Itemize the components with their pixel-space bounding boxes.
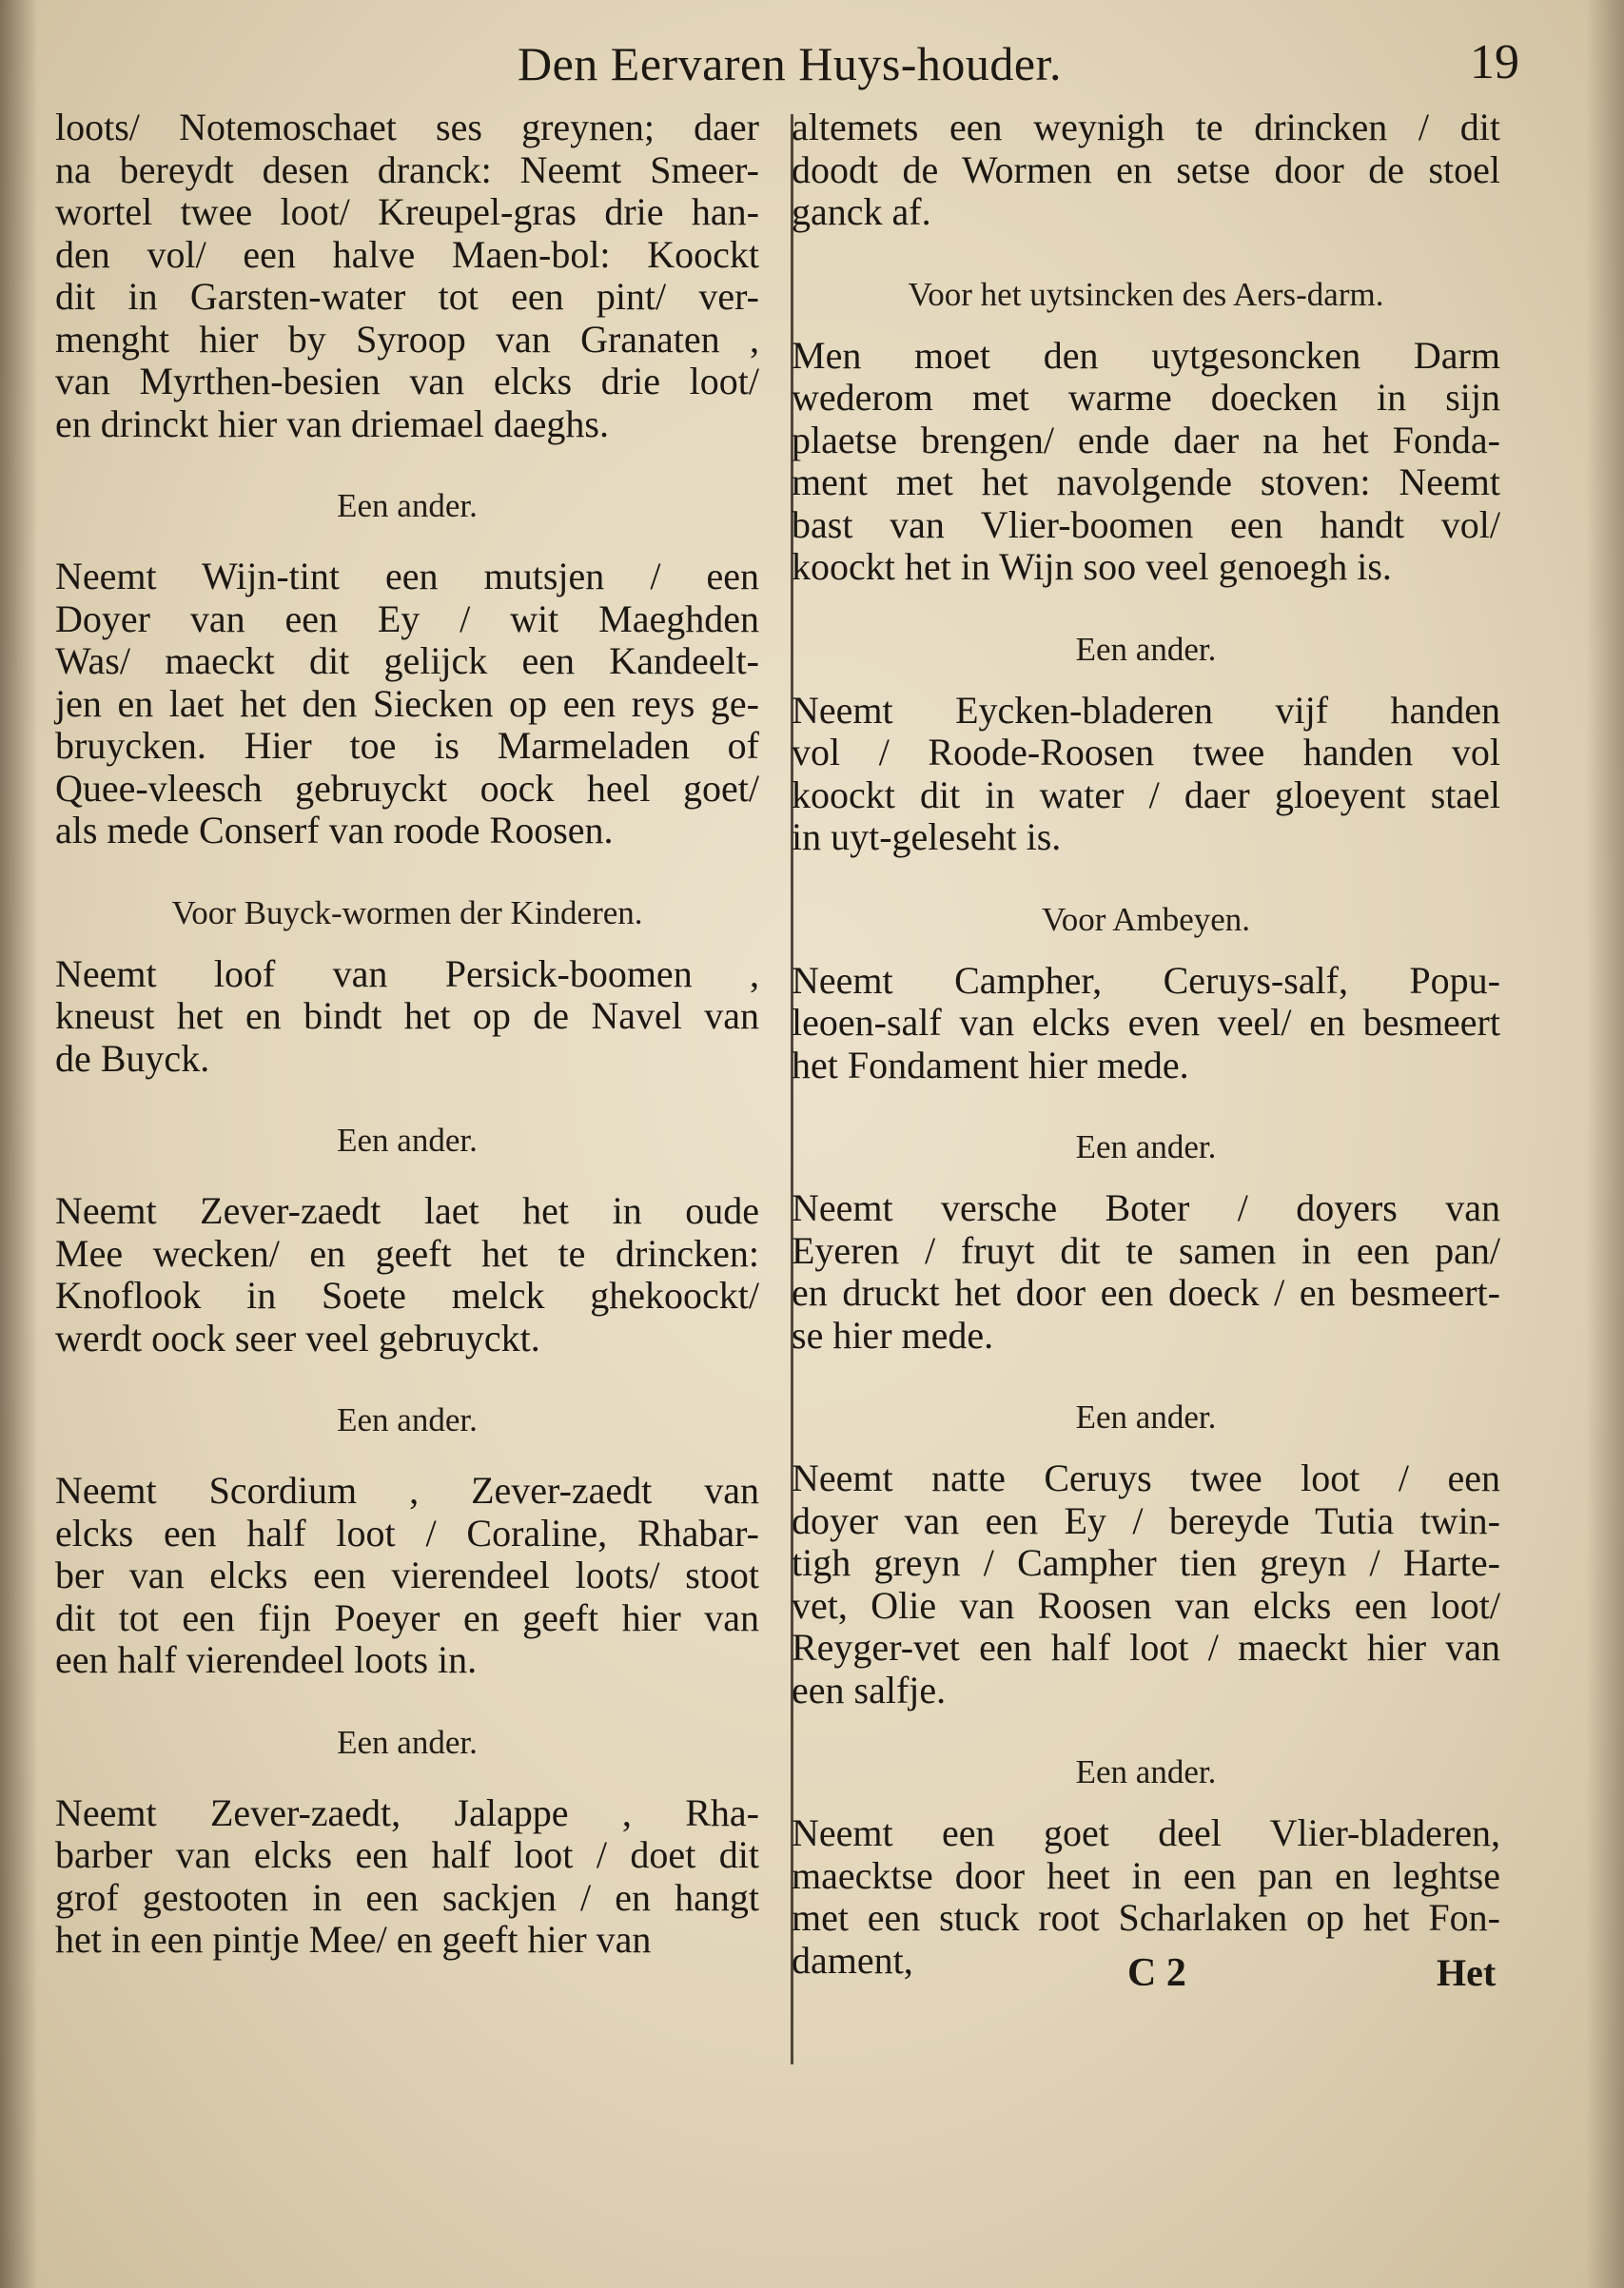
text-line: het in een pintje Mee/ en geeft hier van bbox=[55, 1918, 652, 1961]
signature-mark: C 2 bbox=[1127, 1951, 1186, 1995]
block-gap bbox=[792, 859, 1500, 899]
block-gap bbox=[792, 941, 1500, 960]
block-gap bbox=[55, 1359, 759, 1399]
text-line: Reyger-vet een half loot / maeckt hier van bbox=[792, 1626, 1500, 1669]
section-heading: Een ander. bbox=[1075, 1398, 1217, 1436]
block-gap bbox=[792, 1086, 1500, 1126]
block-gap bbox=[55, 1162, 759, 1190]
block-gap bbox=[792, 671, 1500, 690]
text-line: met een stuck root Scharlaken op het Fon- bbox=[792, 1896, 1500, 1939]
text-line: dit in Garsten-water tot een pint/ ver- bbox=[55, 275, 759, 318]
catchword: Het bbox=[1437, 1951, 1497, 1994]
section-heading: Een ander. bbox=[1075, 1753, 1217, 1790]
paragraph bbox=[55, 1190, 759, 1359]
block-gap bbox=[55, 1682, 759, 1722]
paragraph bbox=[792, 1457, 1500, 1711]
text-line: als mede Conserf van roode Roosen. bbox=[55, 809, 614, 851]
text-line: Neemt natte Ceruys twee loot / een bbox=[792, 1457, 1500, 1499]
block-gap bbox=[792, 589, 1500, 629]
text-line: Neemt loof van Persick-boomen , bbox=[55, 951, 759, 995]
text-line: Neemt Campher, Ceruys-salf, Popu- bbox=[792, 958, 1500, 1002]
block-gap bbox=[792, 1793, 1500, 1812]
text-line: Neemt Eycken-bladeren vijf handen bbox=[792, 688, 1500, 732]
text-line: Neemt versche Boter / doyers van bbox=[792, 1186, 1500, 1229]
text-line: tigh greyn / Campher tien greyn / Harte- bbox=[792, 1541, 1500, 1584]
text-line: Knoflook in Soete melck ghekoockt/ bbox=[55, 1274, 759, 1317]
text-line: Neemt Zever-zaedt, Jalappe , Rha- bbox=[55, 1790, 759, 1834]
paragraph bbox=[55, 1470, 759, 1682]
text-line: grof gestooten in een sackjen / en hangt bbox=[55, 1875, 759, 1919]
paragraph bbox=[55, 556, 759, 852]
text-line: een half vierendeel loots in. bbox=[55, 1638, 478, 1681]
text-line: Quee-vleesch gebruyckt oock heel goet/ bbox=[55, 766, 759, 810]
block-gap bbox=[792, 1711, 1500, 1751]
text-line: wederom met warme doecken in sijn bbox=[792, 376, 1500, 419]
right-column bbox=[792, 107, 1500, 1982]
text-line: het Fondament hier mede. bbox=[792, 1043, 1189, 1086]
text-line: Neemt Zever-zaedt laet het in oude bbox=[55, 1189, 759, 1232]
section-heading: Een ander. bbox=[1075, 630, 1217, 668]
text-line: een salfje. bbox=[792, 1668, 947, 1711]
page-number: 19 bbox=[1470, 35, 1519, 89]
text-line: doyer van een Ey / bereyde Tutia twin- bbox=[792, 1498, 1500, 1542]
left-column bbox=[55, 107, 759, 1962]
text-line: elcks een half loot / Coraline, Rhabar- bbox=[55, 1511, 759, 1555]
text-line: Neemt een goet deel Vlier-bladeren, bbox=[792, 1811, 1500, 1854]
paragraph bbox=[792, 107, 1500, 234]
section-heading: Voor Buyck-wormen der Kinderen. bbox=[171, 893, 643, 931]
block-gap bbox=[55, 852, 759, 892]
section-heading: Een ander. bbox=[337, 1122, 478, 1159]
text-line: den vol/ een halve Maen-bol: Koockt bbox=[55, 232, 759, 276]
paragraph bbox=[55, 953, 759, 1081]
text-line: bast van Vlier-boomen een handt vol/ bbox=[792, 502, 1500, 546]
paragraph bbox=[792, 1187, 1500, 1357]
paragraph bbox=[55, 1792, 759, 1962]
text-line: loots/ Notemoschaet ses greynen; daer bbox=[55, 106, 759, 148]
text-line: ment met het navolgende stoven: Neemt bbox=[792, 460, 1500, 503]
block-gap bbox=[55, 1441, 759, 1470]
running-head: Den Eervaren Huys-houder. bbox=[517, 37, 1063, 90]
section-heading: Een ander. bbox=[337, 1723, 478, 1761]
text-line: leoen-salf van elcks even veel/ en besmeert bbox=[792, 1001, 1500, 1044]
section-heading: Een ander. bbox=[337, 1401, 478, 1438]
text-line: vet, Olie van Roosen van elcks een loot/ bbox=[792, 1583, 1500, 1627]
text-line: dament, bbox=[792, 1938, 913, 1982]
text-line: Was/ maeckt dit gelijck een Kandeelt- bbox=[55, 639, 759, 682]
text-line: de Buyck. bbox=[55, 1036, 210, 1080]
block-gap bbox=[55, 1764, 759, 1792]
text-line: van Myrthen-besien van elcks drie loot/ bbox=[55, 360, 759, 402]
section-heading: Een ander. bbox=[337, 487, 478, 524]
text-line: doodt de Wormen en setse door de stoel bbox=[792, 147, 1500, 191]
block-gap bbox=[792, 1357, 1500, 1397]
text-line: Mee wecken/ en geeft het te drincken: bbox=[55, 1231, 759, 1275]
text-line: se hier mede. bbox=[792, 1313, 994, 1357]
edge-shadow bbox=[1586, 0, 1624, 2288]
block-gap bbox=[792, 1438, 1500, 1457]
block-gap bbox=[792, 316, 1500, 335]
paragraph bbox=[792, 335, 1500, 589]
text-line: ganck af. bbox=[792, 190, 931, 233]
section-heading: Voor het uytsincken des Aers-darm. bbox=[908, 275, 1384, 313]
block-gap bbox=[55, 445, 759, 485]
text-line: koockt het in Wijn soo veel genoegh is. bbox=[792, 545, 1392, 588]
section-heading: Voor Ambeyen. bbox=[1041, 900, 1251, 938]
text-line: Neemt Scordium , Zever-zaedt van bbox=[55, 1469, 759, 1512]
text-line: Men moet den uytgesoncken Darm bbox=[792, 333, 1500, 377]
text-line: Doyer van een Ey / wit Maeghden bbox=[55, 596, 759, 640]
text-line: vol / Roode-Roosen twee handen vol bbox=[792, 731, 1500, 773]
text-line: menght hier by Syroop van Granaten , bbox=[55, 317, 759, 361]
binding-shadow bbox=[0, 0, 38, 2288]
text-line: wortel twee loot/ Kreupel-gras drie han- bbox=[55, 190, 759, 233]
block-gap bbox=[792, 234, 1500, 274]
text-line: werdt oock seer veel gebruyckt. bbox=[55, 1316, 540, 1359]
paragraph bbox=[55, 107, 759, 445]
text-line: bruycken. Hier toe is Marmeladen of bbox=[55, 724, 759, 767]
text-line: barber van elcks een half loot / doet dit bbox=[55, 1833, 759, 1876]
text-line: Neemt Wijn-tint een mutsjen / een bbox=[55, 555, 759, 597]
text-line: na bereydt desen dranck: Neemt Smeer- bbox=[55, 147, 759, 191]
text-line: koockt dit in water / daer gloeyent stael bbox=[792, 772, 1500, 816]
paragraph bbox=[792, 960, 1500, 1087]
text-line: dit tot een fijn Poeyer en geeft hier van bbox=[55, 1595, 759, 1639]
text-line: plaetse brengen/ ende daer na het Fonda- bbox=[792, 418, 1500, 461]
block-gap bbox=[792, 1168, 1500, 1187]
text-line: en drinckt hier van driemael daeghs. bbox=[55, 401, 609, 445]
text-line: jen en laet het den Siecken op een reys ge- bbox=[55, 681, 759, 725]
text-line: in uyt-geleseht is. bbox=[792, 815, 1062, 858]
block-gap bbox=[55, 934, 759, 953]
text-line: ber van elcks een vierendeel loots/ stoot bbox=[55, 1554, 759, 1596]
block-gap bbox=[55, 1080, 759, 1120]
text-line: maecktse door heet in een pan en leghtse bbox=[792, 1853, 1500, 1897]
text-line: altemets een weynigh te drincken / dit bbox=[792, 106, 1500, 148]
text-line: kneust het en bindt het op de Navel van bbox=[55, 994, 759, 1037]
block-gap bbox=[55, 527, 759, 556]
text-line: en druckt het door een doeck / en besmeert- bbox=[792, 1271, 1500, 1314]
text-line: Eyeren / fruyt dit te samen in een pan/ bbox=[792, 1228, 1500, 1272]
paragraph bbox=[792, 690, 1500, 859]
section-heading: Een ander. bbox=[1075, 1128, 1217, 1165]
